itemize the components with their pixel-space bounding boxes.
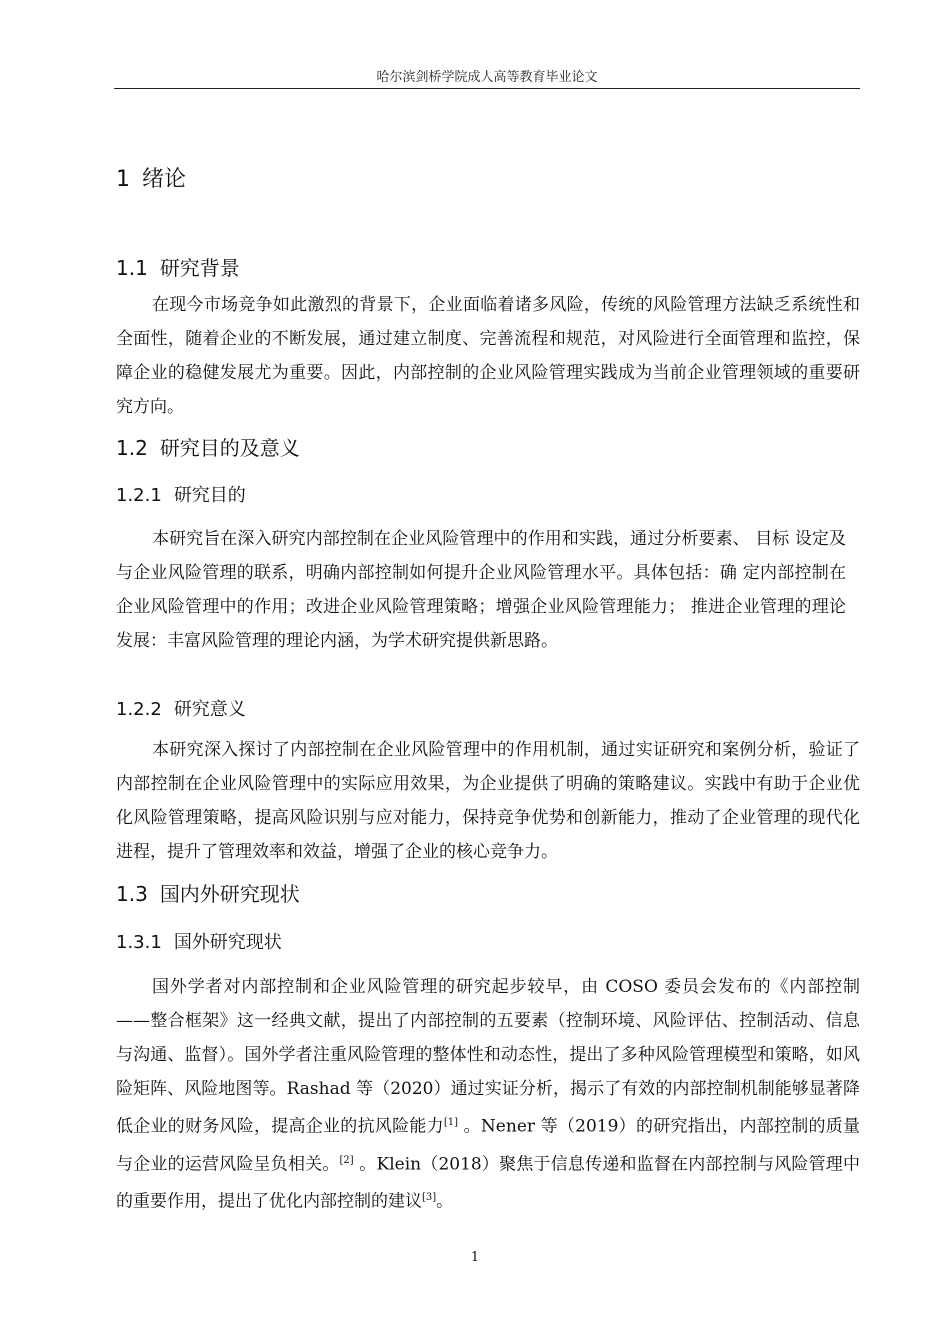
subsection-title: 国外研究现状	[173, 932, 282, 953]
page-number: 1	[470, 1250, 480, 1265]
paragraph-background: 在现今市场竞争如此激烈的背景下，企业面临着诸多风险，传统的风险管理方法缺乏系统性和全面性，随着企业的不断发展，通过建立制度、完善流程和规范，对风险进行全面管理和监控，保障企业的稳健发展尤为重要。因此，内部控制的企业风险管理实践成为当前企业管理领域的重要研究方向。	[116, 295, 860, 417]
chapter-number: 1	[116, 167, 130, 192]
section-number: 1.2	[116, 436, 148, 460]
paragraph-foreign-research	[116, 970, 860, 1219]
subsection-heading-1-2-1	[116, 481, 246, 507]
subsection-title: 研究意义	[173, 699, 246, 720]
header-rule	[114, 88, 860, 89]
section-number: 1.1	[116, 256, 148, 280]
chapter-title: 绪论	[142, 167, 187, 192]
section-title: 研究背景	[159, 256, 240, 280]
paragraph-purpose: 本研究旨在深入研究内部控制在企业风险管理中的作用和实践，通过分析要素、 目标 设定及与企业风险管理的联系，明确内部控制如何提升企业风险管理水平。具体包括：确 定内部控制在企业风险管理中的作用；改进企业风险管理策略；增强企业风险管理能力； 推进企业管理的理论发展：丰富风险管理的理论内涵，为学术研究提供新思路。	[116, 529, 846, 651]
paragraph-significance: 本研究深入探讨了内部控制在企业风险管理中的作用机制，通过实证研究和案例分析，验证了内部控制在企业风险管理中的实际应用效果，为企业提供了明确的策略建议。实践中有助于企业优化风险管理策略，提高风险识别与应对能力，保持竞争优势和创新能力，推动了企业管理的现代化进程，提升了管理效率和效益，增强了企业的核心竞争力。	[116, 740, 860, 862]
citation-1: [1]	[443, 1117, 459, 1128]
running-header: 哈尔滨剑桥学院成人高等教育毕业论文	[376, 70, 598, 85]
section-title: 国内外研究现状	[159, 882, 300, 906]
citation-3: [3]	[422, 1192, 437, 1204]
subsection-title: 研究目的	[173, 485, 246, 506]
para-text: 。	[436, 1191, 454, 1212]
subsection-number: 1.2.2	[116, 699, 162, 720]
subsection-heading-1-2-2	[116, 695, 246, 721]
section-title: 研究目的及意义	[159, 436, 300, 460]
chapter-heading	[116, 162, 186, 193]
section-heading-1-1	[116, 252, 240, 281]
subsection-number: 1.2.1	[116, 485, 162, 506]
para-text: 。Nener 等（2019）的研究指出，内部控制的质量与企业的运营风险呈负相关。	[116, 1116, 860, 1175]
section-number: 1.3	[116, 882, 148, 906]
section-heading-1-3	[116, 878, 300, 907]
subsection-heading-1-3-1	[116, 928, 282, 954]
para-text: 国外学者对内部控制和企业风险管理的研究起步较早，由 COSO 委员会发布的《内部控制——整合框架》这一经典文献，提出了内部控制的五要素（控制环境、风险评估、控制活动、信息与沟通、监督）。国外学者注重风险管理的整体性和动态性，提出了多种风险管理模型和策略，如风险矩阵、风险地图等。Rashad 等（2020）通过实证分析，揭示了有效的内部控制机制能够显著降低企业的财务风险，提高企业的抗风险能力	[116, 977, 860, 1137]
para-text: 。Klein（2018）聚焦于信息传递和监督在内部控制与风险管理中的重要作用，提出了优化内部控制的建议	[116, 1154, 861, 1212]
section-heading-1-2	[116, 432, 300, 461]
citation-2: [2]	[339, 1154, 354, 1166]
subsection-number: 1.3.1	[116, 932, 162, 953]
